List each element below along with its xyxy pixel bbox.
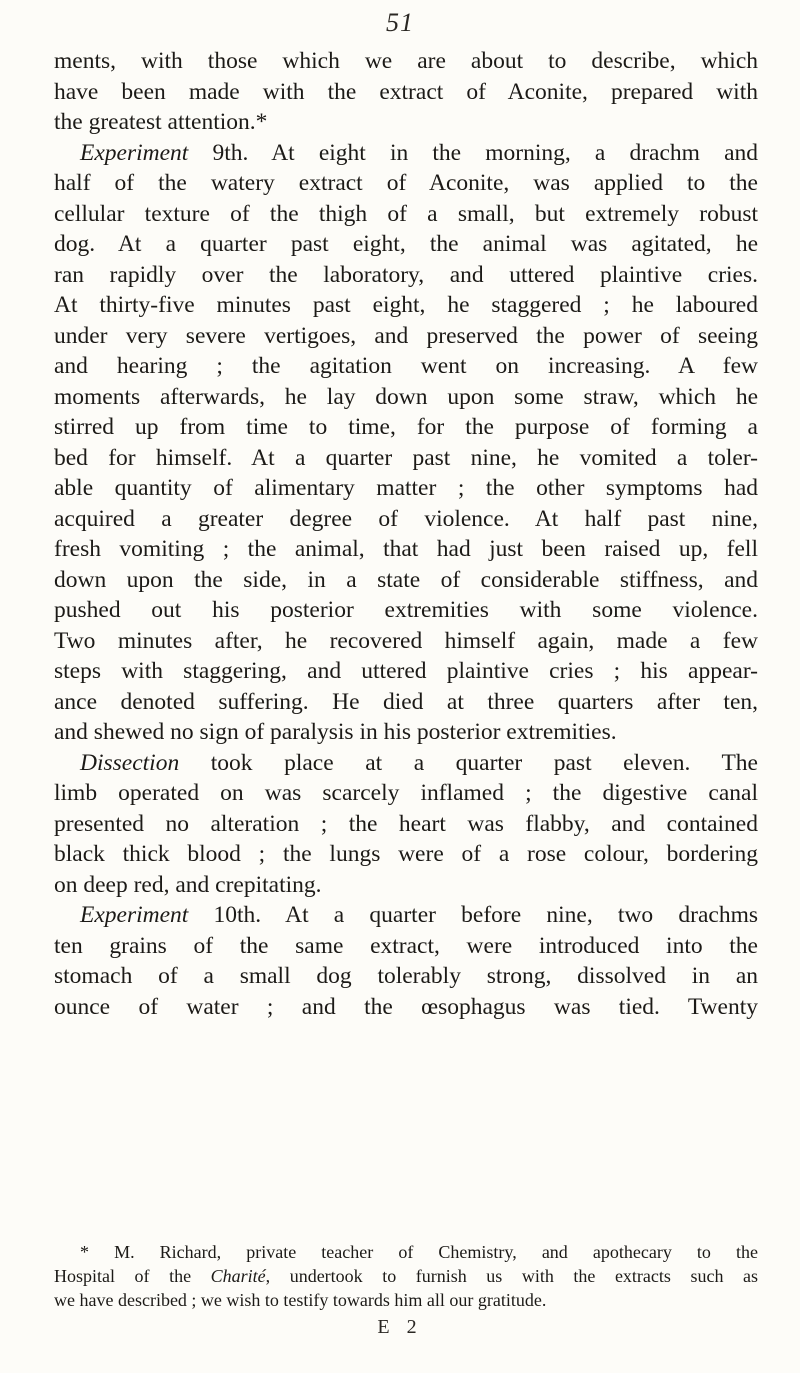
text-line	[54, 138, 758, 169]
footnote-line	[54, 1264, 758, 1288]
text-line: At thirty-five minutes past eight, he staggered ; he laboured	[54, 292, 758, 318]
footnote-line: we have described ; we wish to testify towards him all our gratitude.	[54, 1290, 547, 1310]
text-line: ments, with those which we are about to describe, which	[54, 48, 758, 74]
text-line: under very severe vertigoes, and preserved the power of seeing	[54, 322, 758, 349]
line-text: Hospital of the	[54, 1266, 211, 1286]
line-text: 9th. At eight in the morning, a drachm and	[188, 139, 758, 166]
text-line	[54, 748, 758, 779]
line-text: 10th. At a quarter before nine, two drachms	[188, 902, 758, 928]
text-line: fresh vomiting ; the animal, that had just been raised up, fell	[54, 536, 758, 562]
text-line: on deep red, and crepitating.	[54, 871, 322, 898]
text-line: acquired a greater degree of violence. At half past nine,	[54, 505, 758, 532]
line-text: took place at a quarter past eleven. The	[179, 749, 758, 776]
italic-heading: Experiment	[80, 139, 189, 166]
italic-heading: Dissection	[80, 749, 180, 776]
italic-heading: Experiment	[80, 902, 189, 928]
page-number: 51	[386, 8, 414, 37]
text-line: and shewed no sign of paralysis in his posterior extremities.	[54, 719, 617, 745]
text-line: able quantity of alimentary matter ; the other symptoms had	[54, 475, 758, 501]
text-line	[54, 900, 758, 931]
text-line: moments afterwards, he lay down upon some straw, which he	[54, 383, 758, 410]
text-line: and hearing ; the agitation went on increasing. A few	[54, 353, 758, 379]
text-line: dog. At a quarter past eight, the animal was agitated, he	[54, 231, 758, 257]
text-line: stirred up from time to time, for the purpose of forming a	[54, 414, 758, 440]
text-line: presented no alteration ; the heart was flabby, and contained	[54, 810, 758, 837]
text-line: have been made with the extract of Aconite, prepared with	[54, 78, 758, 105]
text-line: down upon the side, in a state of considerable stiffness, and	[54, 566, 758, 593]
text-line: half of the watery extract of Aconite, was applied to the	[54, 170, 758, 196]
text-line: black thick blood ; the lungs were of a rose colour, bordering	[54, 841, 758, 867]
text-line: stomach of a small dog tolerably strong, dissolved in an	[54, 963, 758, 989]
text-line: ran rapidly over the laboratory, and uttered plaintive cries.	[54, 261, 758, 288]
footnote-line: * M. Richard, private teacher of Chemistry, and apothecary to the	[80, 1242, 758, 1262]
text-line: ten grains of the same extract, were introduced into the	[54, 932, 758, 959]
footnote	[54, 1240, 758, 1312]
text-line: Two minutes after, he recovered himself again, made a few	[54, 627, 758, 654]
text-line: bed for himself. At a quarter past nine, he vomited a toler-	[54, 444, 758, 471]
text-line: ounce of water ; and the œsophagus was tied. Twenty	[54, 993, 758, 1020]
signature-mark: E 2	[377, 1316, 423, 1338]
text-line: cellular texture of the thigh of a small, but extremely robust	[54, 200, 758, 227]
text-line: the greatest attention.*	[54, 109, 268, 135]
text-line: limb operated on was scarcely inflamed ; the digestive canal	[54, 780, 758, 806]
text-line: pushed out his posterior extremities with some violence.	[54, 597, 758, 623]
body-text	[54, 46, 758, 1022]
text-line: ance denoted suffering. He died at three quarters after ten,	[54, 688, 758, 715]
text-line: steps with staggering, and uttered plaintive cries ; his appear-	[54, 658, 758, 684]
italic-term: Charité	[210, 1266, 266, 1286]
line-text: , undertook to furnish us with the extracts such as	[265, 1266, 758, 1286]
